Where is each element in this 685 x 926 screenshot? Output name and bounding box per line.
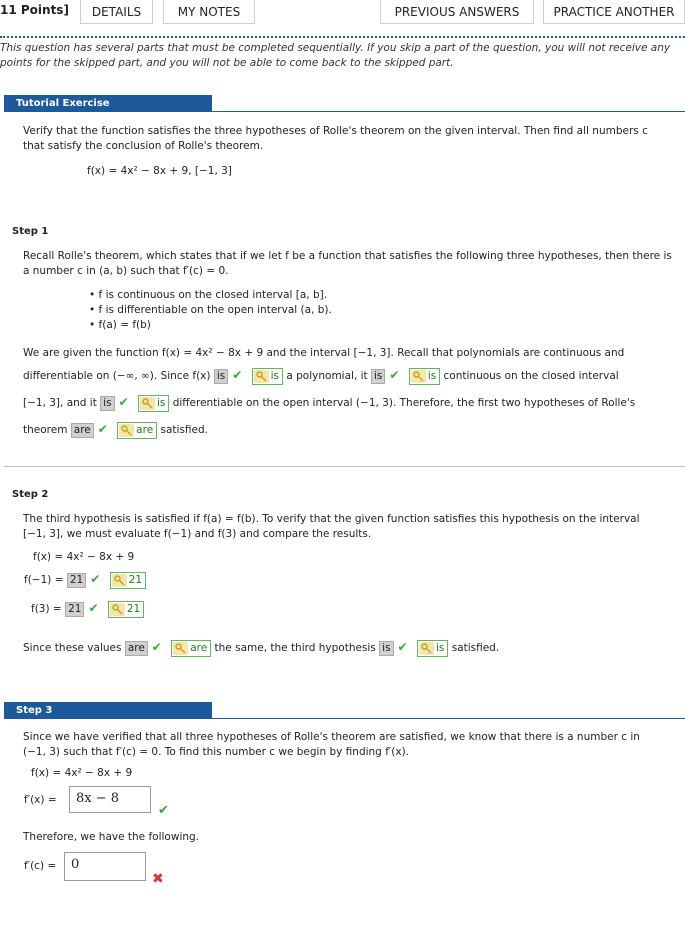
check-icon: ✔: [151, 640, 162, 654]
answer-key-box: 21: [108, 601, 144, 618]
divider: [4, 718, 685, 719]
answer-key-box: are: [171, 640, 211, 657]
check-icon: ✔: [232, 368, 243, 382]
check-icon: ✔: [90, 572, 101, 586]
divider: [0, 36, 685, 38]
divider: [4, 111, 685, 112]
step2-conclusion: Since these values are ✔ are the same, the third hypothesis is ✔ is satisfied.: [23, 640, 673, 657]
step1-line4: theorem are ✔ are satisfied.: [23, 422, 673, 439]
step1-line1: We are given the function f(x) = 4x² − 8x + 9 and the interval [−1, 3]. Recall that polynomials are continuous and: [23, 347, 625, 359]
answer-box[interactable]: is: [379, 641, 393, 656]
answer-box[interactable]: are: [71, 423, 94, 438]
key-icon: [419, 642, 434, 655]
tab-details[interactable]: DETAILS: [80, 0, 153, 24]
tutorial-function: f(x) = 4x² − 8x + 9, [−1, 3]: [87, 165, 232, 177]
step2-eq2: f(−1) = 21 ✔ 21: [24, 572, 146, 589]
points-label: 11 Points]: [0, 3, 69, 17]
check-icon: ✔: [118, 395, 129, 409]
key-icon: [112, 574, 127, 587]
step2-intro: The third hypothesis is satisfied if f(a) = f(b). To verify that the given function satisfies this hypothesis on the interval [−1, 3], we must evaluate f(−1) and f(3) and compare the results.: [23, 513, 640, 540]
check-icon: ✔: [97, 422, 108, 436]
check-icon: ✔: [389, 368, 400, 382]
step3-intro: Since we have verified that all three hypotheses of Rolle's theorem are satisfied, we know that there is a number c in (−1, 3) such that f′(c) = 0. To find this number c we begin by finding f′(x).: [23, 731, 640, 758]
step1-line2: differentiable on (−∞, ∞). Since f(x) is ✔ is a polynomial, it is ✔ is continuous on the closed interval: [23, 368, 673, 385]
list-item: • f(a) = f(b): [89, 319, 151, 331]
derivative-input[interactable]: 8x − 8: [69, 786, 151, 813]
step2-title: Step 2: [12, 489, 49, 500]
close-icon: ✖: [152, 871, 164, 887]
step3-title: Step 3: [4, 702, 212, 719]
step2-eq3: f(3) = 21 ✔ 21: [31, 601, 144, 618]
answer-key-box: is: [409, 368, 440, 385]
check-icon: ✔: [158, 803, 169, 818]
answer-key-box: is: [138, 395, 169, 412]
list-item: • f is continuous on the closed interval [a, b].: [89, 289, 328, 301]
answer-key-box: are: [117, 422, 157, 439]
tab-practice-another[interactable]: PRACTICE ANOTHER: [543, 0, 685, 24]
check-icon: ✔: [88, 601, 99, 615]
key-icon: [110, 603, 125, 616]
fc-input[interactable]: 0: [64, 852, 146, 881]
step1-line3: [−1, 3], and it is ✔ is differentiable on the open interval (−1, 3). Therefore, the first two hypotheses of Rolle's: [23, 395, 673, 412]
key-icon: [254, 370, 269, 383]
answer-box[interactable]: is: [214, 369, 228, 384]
key-icon: [173, 642, 188, 655]
answer-box[interactable]: 21: [67, 573, 86, 588]
answer-box[interactable]: is: [371, 369, 385, 384]
answer-box[interactable]: is: [100, 396, 114, 411]
tutorial-prompt: Verify that the function satisfies the three hypotheses of Rolle's theorem on the given interval. Then find all numbers c that satisfy the conclusion of Rolle's theorem.: [23, 125, 648, 152]
tutorial-label: Tutorial Exercise: [4, 95, 212, 112]
divider: [4, 466, 685, 467]
answer-box[interactable]: are: [125, 641, 148, 656]
step2-eq1: f(x) = 4x² − 8x + 9: [33, 551, 135, 563]
key-icon: [411, 370, 426, 383]
step1-intro: Recall Rolle's theorem, which states that if we let f be a function that satisfies the following three hypotheses, then there is a number c in (a, b) such that f′(c) = 0.: [23, 250, 672, 277]
answer-key-box: is: [417, 640, 448, 657]
answer-key-box: 21: [110, 572, 146, 589]
step3-following: Therefore, we have the following.: [23, 831, 200, 843]
tab-previous-answers[interactable]: PREVIOUS ANSWERS: [380, 0, 534, 24]
check-icon: ✔: [397, 640, 408, 654]
tab-my-notes[interactable]: MY NOTES: [163, 0, 255, 24]
key-icon: [119, 424, 134, 437]
fc-label: f′(c) =: [24, 860, 57, 872]
answer-key-box: is: [252, 368, 283, 385]
key-icon: [140, 397, 155, 410]
notice-text: This question has several parts that must be completed sequentially. If you skip a part of the question, you will not receive any points for the skipped part, and you will not be able to come back to the skipped part.: [0, 42, 671, 69]
step3-eq1: f(x) = 4x² − 8x + 9: [31, 767, 133, 779]
step1-title: Step 1: [12, 226, 49, 237]
derivative-label: f′(x) =: [24, 794, 57, 806]
answer-box[interactable]: 21: [65, 602, 84, 617]
list-item: • f is differentiable on the open interval (a, b).: [89, 304, 332, 316]
